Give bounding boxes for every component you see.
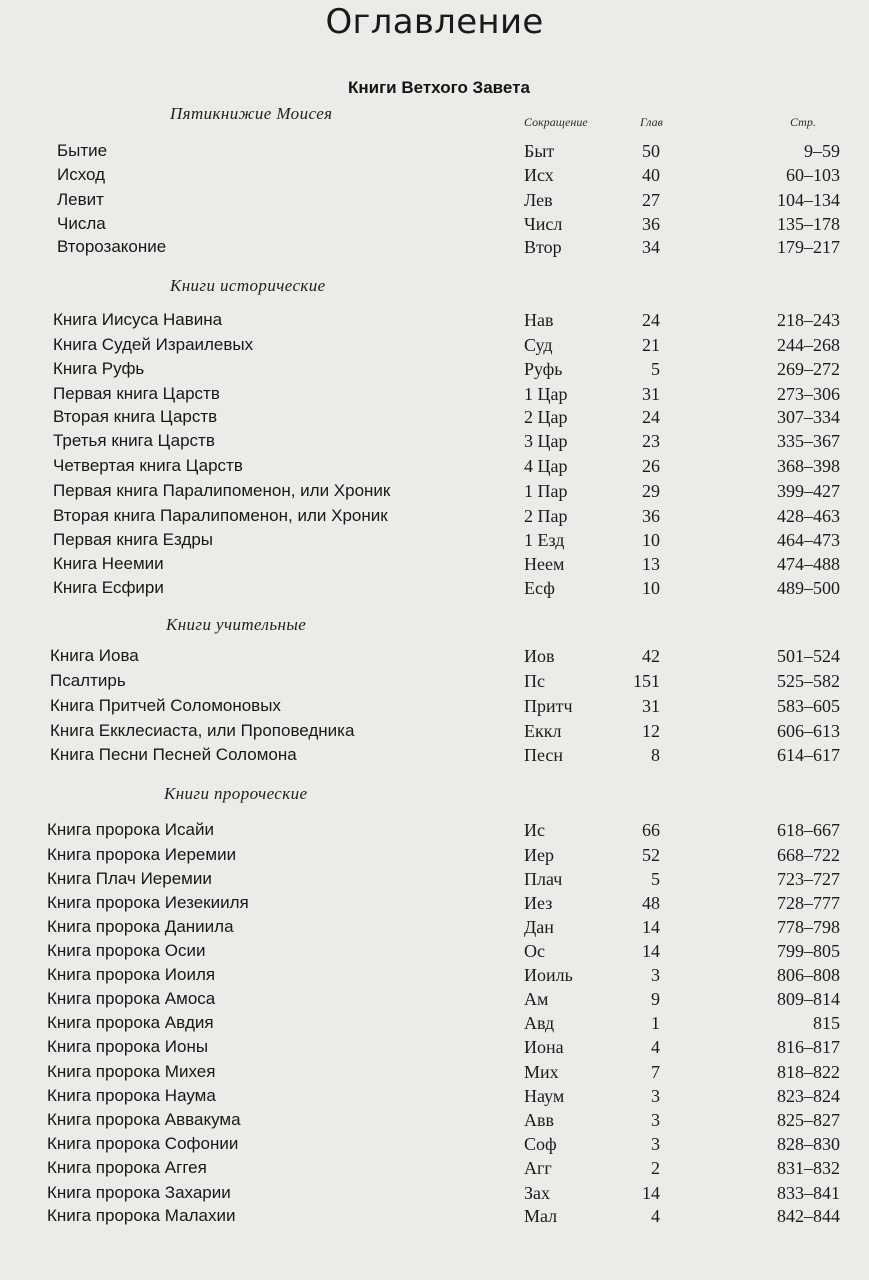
toc-row	[0, 1012, 869, 1036]
page-range: 823–824	[777, 1086, 840, 1106]
book-abbreviation: Втор	[524, 237, 562, 257]
book-name: Книга пророка Авдия	[47, 1013, 214, 1032]
book-abbreviation: Пс	[524, 671, 545, 691]
subsection-prophetic: Книги пророческие	[164, 784, 308, 803]
chapter-count: 5	[651, 359, 660, 379]
page-range: 368–398	[777, 456, 840, 476]
book-abbreviation: Наум	[524, 1086, 565, 1106]
toc-row	[0, 383, 869, 407]
book-abbreviation: Иер	[524, 845, 554, 865]
book-abbreviation: Быт	[524, 141, 555, 161]
book-name: Книга Иова	[50, 646, 139, 665]
toc-row	[0, 236, 869, 260]
book-abbreviation: Ис	[524, 820, 545, 840]
chapter-count: 27	[642, 190, 660, 210]
book-name: Книга пророка Софонии	[47, 1134, 239, 1153]
page-range: 179–217	[777, 237, 840, 257]
toc-row	[0, 164, 869, 188]
page-range: 778–798	[777, 917, 840, 937]
page-range: 104–134	[777, 190, 840, 210]
toc-row	[0, 1205, 869, 1229]
toc-row	[0, 868, 869, 892]
book-name: Книга Судей Израилевых	[53, 335, 254, 354]
chapter-count: 5	[651, 869, 660, 889]
book-name: Книга пророка Ионы	[47, 1037, 209, 1056]
book-abbreviation: Мих	[524, 1062, 559, 1082]
page-title: Оглавление	[325, 2, 544, 42]
book-abbreviation: Еккл	[524, 721, 562, 741]
chapter-count: 12	[642, 721, 660, 741]
toc-row	[0, 334, 869, 358]
page-range: 135–178	[777, 214, 840, 234]
book-abbreviation: Авв	[524, 1110, 554, 1130]
book-abbreviation: Исх	[524, 165, 554, 185]
toc-row	[0, 1157, 869, 1181]
chapter-count: 14	[642, 917, 660, 937]
book-name: Книга пророка Даниила	[47, 917, 234, 936]
book-name: Книга пророка Захарии	[47, 1183, 231, 1202]
book-name: Первая книга Царств	[53, 384, 220, 403]
toc-row	[0, 553, 869, 577]
subsection-historical: Книги исторические	[170, 276, 326, 295]
toc-row	[0, 140, 869, 164]
book-name: Книга Плач Иеремии	[47, 869, 212, 888]
toc-row	[0, 645, 869, 669]
chapter-count: 14	[642, 1183, 660, 1203]
toc-row	[0, 720, 869, 744]
chapter-count: 34	[642, 237, 660, 257]
book-abbreviation: 4 Цар	[524, 456, 568, 476]
toc-row	[0, 1036, 869, 1060]
book-name: Книга пророка Исайи	[47, 820, 214, 839]
toc-row	[0, 964, 869, 988]
chapter-count: 36	[642, 214, 660, 234]
book-name: Книга Есфири	[53, 578, 164, 597]
book-name: Книга пророка Осии	[47, 941, 206, 960]
book-name: Бытие	[57, 141, 108, 160]
book-name: Книга пророка Наума	[47, 1086, 216, 1105]
subsection-wisdom: Книги учительные	[166, 615, 307, 634]
toc-row	[0, 1085, 869, 1109]
page-range: 464–473	[777, 530, 840, 550]
chapter-count: 26	[642, 456, 660, 476]
page-range: 218–243	[777, 310, 840, 330]
page-range: 668–722	[777, 845, 840, 865]
chapter-count: 40	[642, 165, 660, 185]
toc-row	[0, 529, 869, 553]
page-range: 244–268	[777, 335, 840, 355]
book-name: Исход	[57, 165, 106, 184]
page-range: 614–617	[777, 745, 840, 765]
chapter-count: 9	[651, 989, 660, 1009]
book-name: Книга Руфь	[53, 359, 145, 378]
chapter-count: 1	[651, 1013, 660, 1033]
section-heading: Книги Ветхого Завета	[348, 78, 530, 97]
toc-row	[0, 406, 869, 430]
toc-row	[0, 1133, 869, 1157]
book-abbreviation: 2 Пар	[524, 506, 568, 526]
toc-row	[0, 916, 869, 940]
book-name: Вторая книга Царств	[53, 407, 218, 426]
book-abbreviation: Лев	[524, 190, 553, 210]
toc-row	[0, 213, 869, 237]
toc-row	[0, 744, 869, 768]
chapter-count: 31	[642, 696, 660, 716]
book-name: Числа	[57, 214, 106, 233]
toc-row	[0, 670, 869, 694]
book-abbreviation: Руфь	[524, 359, 563, 379]
book-name: Книга пророка Аггея	[47, 1158, 207, 1177]
book-name: Книга Иисуса Навина	[53, 310, 223, 329]
book-abbreviation: Иона	[524, 1037, 564, 1057]
chapter-count: 21	[642, 335, 660, 355]
book-name: Четвертая книга Царств	[53, 456, 243, 475]
chapter-count: 13	[642, 554, 660, 574]
page-range: 728–777	[777, 893, 840, 913]
book-abbreviation: 1 Пар	[524, 481, 568, 501]
toc-row	[0, 455, 869, 479]
page-range: 583–605	[777, 696, 840, 716]
book-name: Книга пророка Иеремии	[47, 845, 237, 864]
book-abbreviation: Дан	[524, 917, 554, 937]
chapter-count: 31	[642, 384, 660, 404]
toc-row	[0, 358, 869, 382]
book-abbreviation: Числ	[524, 214, 563, 234]
page-range: 815	[813, 1013, 840, 1033]
page-range: 335–367	[777, 431, 840, 451]
book-name: Левит	[57, 190, 104, 209]
page-range: 501–524	[777, 646, 840, 666]
toc-row	[0, 505, 869, 529]
book-abbreviation: 3 Цар	[524, 431, 568, 451]
chapter-count: 151	[633, 671, 660, 691]
chapter-count: 3	[651, 1086, 660, 1106]
book-name: Книга пророка Иезекииля	[47, 893, 249, 912]
book-abbreviation: Агг	[524, 1158, 552, 1178]
book-abbreviation: Песн	[524, 745, 564, 765]
toc-row	[0, 940, 869, 964]
book-abbreviation: Есф	[524, 578, 555, 598]
page-range: 799–805	[777, 941, 840, 961]
chapter-count: 2	[651, 1158, 660, 1178]
book-abbreviation: Нав	[524, 310, 554, 330]
chapter-count: 50	[642, 141, 660, 161]
toc-row	[0, 1109, 869, 1133]
page-range: 474–488	[777, 554, 840, 574]
book-abbreviation: Притч	[524, 696, 573, 716]
book-abbreviation: Плач	[524, 869, 563, 889]
toc-row	[0, 988, 869, 1012]
page-range: 489–500	[777, 578, 840, 598]
chapter-count: 23	[642, 431, 660, 451]
toc-row	[0, 577, 869, 601]
book-name: Третья книга Царств	[53, 431, 215, 450]
chapter-count: 14	[642, 941, 660, 961]
page-range: 723–727	[777, 869, 840, 889]
toc-row	[0, 430, 869, 454]
page-range: 825–827	[777, 1110, 840, 1130]
toc-row	[0, 1061, 869, 1085]
page-range: 273–306	[777, 384, 840, 404]
chapter-count: 52	[642, 845, 660, 865]
subsection-pentateuch: Пятикнижие Моисея	[170, 104, 333, 123]
book-abbreviation: 2 Цар	[524, 407, 568, 427]
book-name: Вторая книга Паралипоменон, или Хроник	[53, 506, 388, 525]
book-name: Второзаконие	[57, 237, 167, 256]
toc-row	[0, 695, 869, 719]
book-abbreviation: Суд	[524, 335, 553, 355]
chapter-count: 48	[642, 893, 660, 913]
chapter-count: 3	[651, 1110, 660, 1130]
chapter-count: 4	[651, 1206, 660, 1226]
toc-row	[0, 892, 869, 916]
page-range: 525–582	[777, 671, 840, 691]
book-abbreviation: Авд	[524, 1013, 555, 1033]
book-abbreviation: Иов	[524, 646, 555, 666]
book-abbreviation: Зах	[524, 1183, 551, 1203]
book-name: Книга Песни Песней Соломона	[50, 745, 297, 764]
page-range: 828–830	[777, 1134, 840, 1154]
page-range: 606–613	[777, 721, 840, 741]
book-name: Книга пророка Михея	[47, 1062, 216, 1081]
book-name: Книга пророка Аввакума	[47, 1110, 241, 1129]
column-header-pages: Стр.	[790, 115, 816, 129]
page-range: 816–817	[777, 1037, 840, 1057]
book-abbreviation: 1 Езд	[524, 530, 565, 550]
page-range: 618–667	[777, 820, 840, 840]
chapter-count: 42	[642, 646, 660, 666]
book-name: Первая книга Паралипоменон, или Хроник	[53, 481, 391, 500]
column-header-chapters: Глав	[640, 115, 663, 129]
book-abbreviation: Мал	[524, 1206, 558, 1226]
book-name: Псалтирь	[50, 671, 126, 690]
chapter-count: 3	[651, 1134, 660, 1154]
chapter-count: 24	[642, 407, 660, 427]
book-name: Книга пророка Малахии	[47, 1206, 236, 1225]
toc-row	[0, 844, 869, 868]
chapter-count: 29	[642, 481, 660, 501]
book-abbreviation: Иез	[524, 893, 553, 913]
book-name: Книга Неемии	[53, 554, 164, 573]
page-range: 60–103	[786, 165, 840, 185]
page-range: 399–427	[777, 481, 840, 501]
page-range: 9–59	[804, 141, 840, 161]
chapter-count: 10	[642, 578, 660, 598]
book-abbreviation: Неем	[524, 554, 565, 574]
book-name: Книга пророка Амоса	[47, 989, 216, 1008]
book-name: Книга Притчей Соломоновых	[50, 696, 281, 715]
chapter-count: 3	[651, 965, 660, 985]
page-range: 842–844	[777, 1206, 840, 1226]
book-abbreviation: Ос	[524, 941, 545, 961]
chapter-count: 24	[642, 310, 660, 330]
toc-row	[0, 309, 869, 333]
page-range: 269–272	[777, 359, 840, 379]
toc-row	[0, 189, 869, 213]
book-abbreviation: Ам	[524, 989, 549, 1009]
toc-row	[0, 480, 869, 504]
book-abbreviation: Соф	[524, 1134, 557, 1154]
book-name: Первая книга Ездры	[53, 530, 214, 549]
page-range: 833–841	[777, 1183, 840, 1203]
toc-row	[0, 819, 869, 843]
chapter-count: 4	[651, 1037, 660, 1057]
chapter-count: 36	[642, 506, 660, 526]
chapter-count: 66	[642, 820, 660, 840]
book-name: Книга Екклесиаста, или Проповедника	[50, 721, 355, 740]
book-name: Книга пророка Иоиля	[47, 965, 216, 984]
book-abbreviation: Иоиль	[524, 965, 573, 985]
page-range: 809–814	[777, 989, 840, 1009]
chapter-count: 8	[651, 745, 660, 765]
page-range: 831–832	[777, 1158, 840, 1178]
page-range: 307–334	[777, 407, 840, 427]
page-range: 428–463	[777, 506, 840, 526]
book-abbreviation: 1 Цар	[524, 384, 568, 404]
column-header-abbr: Сокращение	[524, 115, 588, 129]
chapter-count: 10	[642, 530, 660, 550]
toc-row	[0, 1182, 869, 1206]
chapter-count: 7	[651, 1062, 660, 1082]
page-range: 806–808	[777, 965, 840, 985]
page-range: 818–822	[777, 1062, 840, 1082]
